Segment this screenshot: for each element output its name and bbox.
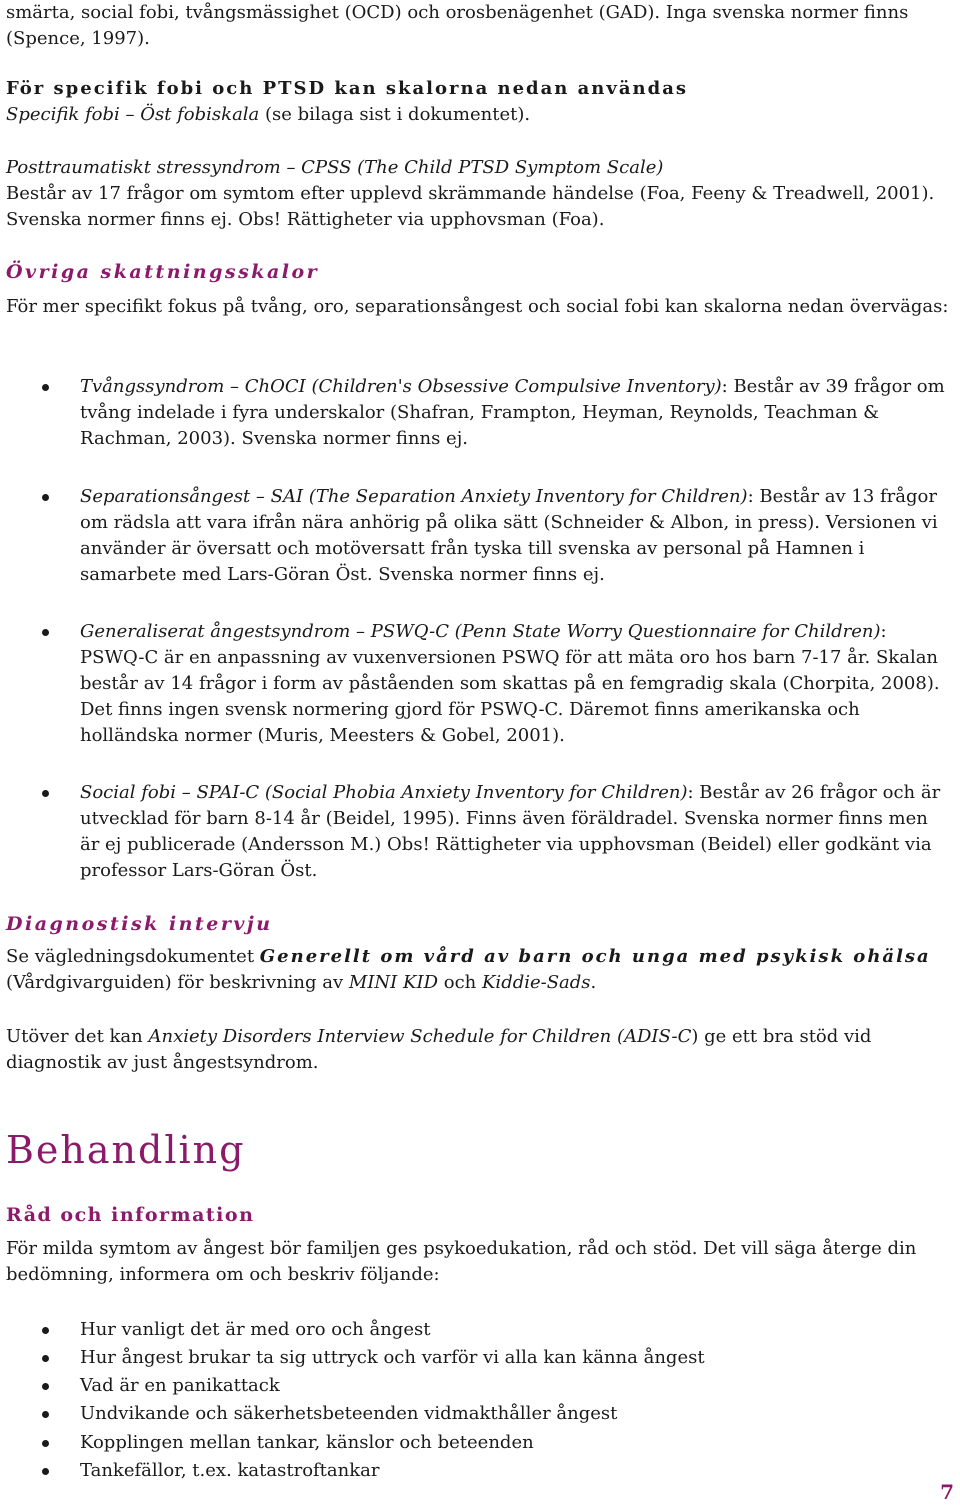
mini-kid-name: MINI KID (348, 972, 439, 993)
ptsd-title: Posttraumatiskt stressyndrom – CPSS (The Child PTSD Symptom Scale) (6, 157, 664, 178)
adis-c-name: Anxiety Disorders Interview Schedule for Children (ADIS-C (148, 1026, 692, 1047)
list-item-text: Kopplingen mellan tankar, känslor och beteenden (80, 1432, 534, 1453)
advice-intro: För milda symtom av ångest bör familjen ges psykoedukation, råd och stöd. Det vill säga återge din bedömning, informera om och beskriv följande: (6, 1238, 917, 1285)
specific-heading: För specifik fobi och PTSD kan skalorna nedan användas (6, 78, 688, 99)
diagnostic-heading: Diagnostisk intervju (6, 913, 273, 935)
treatment-heading: Behandling (6, 1128, 246, 1172)
scale-body: : Består av 39 frågor om tvång indelade i fyra underskalor (Shafran, Frampton, Heyman, Reynolds, Teachman & Rachman, 2003). Svenska normer finns ej. (80, 376, 945, 449)
bullet-icon (42, 1383, 49, 1390)
text-run: Se vägledningsdokumentet (6, 946, 260, 967)
bullet-icon (42, 1468, 49, 1475)
text-run: och (438, 972, 482, 993)
guidance-document-title: Generellt om vård av barn och unga med psykisk ohälsa (259, 946, 931, 967)
scale-item-choci (6, 374, 952, 452)
list-item (6, 1458, 952, 1484)
text-run: . (590, 972, 597, 993)
specific-line (6, 102, 952, 128)
intro-paragraph: smärta, social fobi, tvångsmässighet (OCD) och orosbenägenhet (GAD). Inga svenska normer finns (Spence, 1997). (6, 2, 909, 49)
bullet-icon (42, 1327, 49, 1334)
text-run: Utöver det kan (6, 1026, 149, 1047)
scale-item-sai (6, 484, 952, 588)
list-item (6, 1401, 952, 1427)
list-item-text: Vad är en panikattack (80, 1375, 280, 1396)
scale-title: Separationsångest – SAI (The Separation Anxiety Inventory for Children) (80, 486, 748, 507)
scale-title: Tvångssyndrom – ChOCI (Children's Obsessive Compulsive Inventory) (80, 376, 722, 397)
scale-item-spai (6, 780, 952, 884)
list-item-text: Hur vanligt det är med oro och ångest (80, 1319, 431, 1340)
scale-body: : Består av 13 frågor om rädsla att vara ifrån nära anhörig på olika sätt (Schneider & Albon, in press). Versionen vi använder är översatt och motöversatt från tyska till svenska av personal på Hamnen i samarbete med Lars-Göran Öst. Svenska normer finns ej. (80, 486, 938, 585)
text-run: ) ge ett bra stöd vid diagnostik av just ångestsyndrom. (6, 1026, 872, 1073)
text-run: (Vårdgivarguiden) för beskrivning av (6, 972, 349, 993)
list-item-text: Tankefällor, t.ex. katastroftankar (80, 1460, 380, 1481)
specific-scale-name: Specifik fobi – Öst fobiskala (6, 104, 260, 125)
list-item (6, 1430, 952, 1456)
bullet-icon (42, 1355, 49, 1362)
diagnostic-paragraph-1 (6, 944, 952, 996)
bullet-icon (42, 1440, 49, 1447)
bullet-icon (42, 629, 49, 636)
bullet-icon (42, 1411, 49, 1418)
list-item (6, 1373, 952, 1399)
ptsd-body: Består av 17 frågor om symtom efter upplevd skrämmande händelse (Foa, Feeny & Treadwell, 2001). Svenska normer finns ej. Obs! Rättigheter via upphovsman (Foa). (6, 183, 935, 230)
scale-title: Social fobi – SPAI-C (Social Phobia Anxiety Inventory for Children) (80, 782, 688, 803)
page-number: 7 (940, 1480, 954, 1504)
other-scales-intro: För mer specifikt fokus på tvång, oro, separationsångest och social fobi kan skalorna nedan övervägas: (6, 296, 949, 317)
scale-item-pswq (6, 619, 952, 749)
list-item-text: Undvikande och säkerhetsbeteenden vidmakthåller ångest (80, 1403, 618, 1424)
scale-body: : PSWQ-C är en anpassning av vuxenversionen PSWQ för att mäta oro hos barn 7-17 år. Skalan består av 14 frågor i form av påståenden som skattas på en femgradig skala (Chorpita, 2008). Det finns ingen svensk normering gjord för PSWQ-C. Däremot finns amerikanska och holländska normer (Muris, Meesters & Gobel, 2001). (80, 621, 940, 746)
list-item-text: Hur ångest brukar ta sig uttryck och varför vi alla kan känna ångest (80, 1347, 705, 1368)
kiddie-sads-name: Kiddie-Sads (481, 972, 591, 993)
list-item (6, 1317, 952, 1343)
list-item (6, 1345, 952, 1371)
advice-subheading: Råd och information (6, 1204, 255, 1226)
scale-body: : Består av 26 frågor och är utvecklad för barn 8-14 år (Beidel, 1995). Finns även föräldradel. Svenska normer finns men är ej publicerade (Andersson M.) Obs! Rättigheter via upphovsman (Beidel) eller godkänt via professor Lars-Göran Öst. (80, 782, 941, 881)
scale-title: Generaliserat ångestsyndrom – PSWQ-C (Penn State Worry Questionnaire for Children) (80, 621, 881, 642)
bullet-icon (42, 384, 49, 391)
diagnostic-paragraph-2 (6, 1024, 952, 1076)
other-scales-heading: Övriga skattningsskalor (6, 261, 320, 283)
bullet-icon (42, 790, 49, 797)
bullet-icon (42, 494, 49, 501)
specific-scale-note: (se bilaga sist i dokumentet). (259, 104, 531, 125)
